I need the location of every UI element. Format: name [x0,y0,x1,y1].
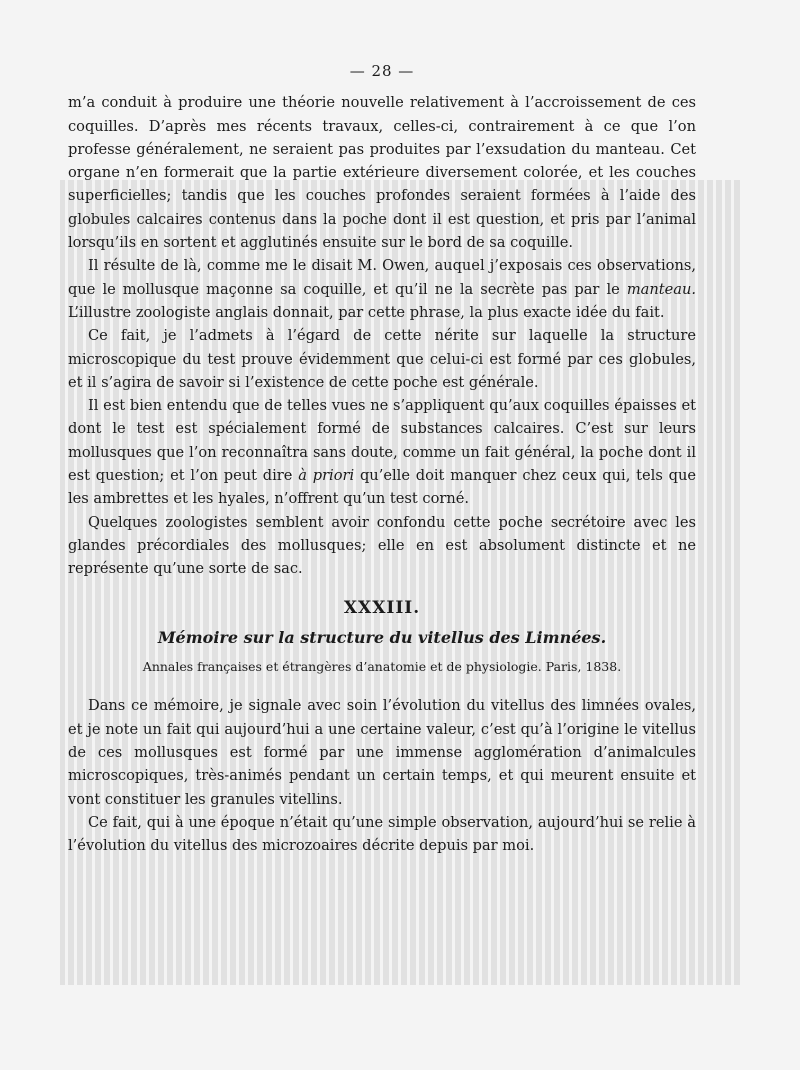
paragraph-observation: Ce fait, qui à une époque n’était qu’une simple observation, aujourd’hui se relie à l’évolution du vitellus des microzoaires décrite depuis par moi. [68,813,696,855]
paragraph-nerite: Ce fait, je l’admets à l’égard de cette nérite sur laquelle la structure microscopique du test prouve évidemment que celui-ci est formé par ces globules, et il s’agira de savoir si l’existence de cette poche est générale. [68,327,696,391]
paragraph-thick-shells [68,394,696,510]
section-citation: Annales françaises et étrangères d’anatomie et de physiologie. Paris, 1838. [142,659,622,675]
paragraph-theory: m’a conduit à produire une théorie nouvelle relativement à l’accroissement de ces coquilles. D’après mes récents travaux, celles-ci, contrairement à ce que l’on professe généralement, ne seraient pas produites par l’exsudation du manteau. Cet organe n’en formerait que la partie extérieure diversement colorée, et les couches superficielles; tandis que les couches profondes seraient formées à l’aide des globules calcaires contenus dans la poche dont il est question, et pris par l’animal lorsqu’ils en sortent et agglutinés ensuite sur le bord de sa coquille. [68,94,696,252]
paragraph-owen [68,254,696,324]
owen-text-italic: manteau. [626,280,696,298]
section-number: XXXIII. [343,597,421,618]
paragraph-memoire: Dans ce mémoire, je signale avec soin l’évolution du vitellus des limnées ovales, et je note un fait qui aujourd’hui a une certaine valeur, c’est qu’à l’origine le vitellus de ces mollusques est formé par une immense agglomération d’animalcules microscopiques, très-animés pendant un certain temps, et qui meurent ensuite et vont constituer les granules vitellins. [68,697,696,808]
text-block [68,60,696,858]
paragraph-zoologists: Quelques zoologistes semblent avoir confondu cette poche secrétoire avec les glandes précordiales des mollusques; elle en est absolument distincte et ne représente qu’une sorte de sac. [68,513,696,578]
section-title: Mémoire sur la structure du vitellus des Limnées. [157,627,607,647]
shells-text-after: qu’elle doit manquer chez ceux qui, tels que les ambrettes et les hyales, n’offrent qu’un test corné. [68,467,696,508]
shells-text-before: Il est bien entendu que de telles vues ne s’appliquent qu’aux coquilles épaisses et dont le test est spécialement formé de substances calcaires. C’est sur leurs mollusques que l’on reconnaîtra sans doute, comme un fait général, la poche dont il est question; et l’on peut dire [68,397,696,485]
page-number: — 28 — [349,62,415,80]
shells-text-italic: à priori [298,467,355,485]
owen-text-before: Il résulte de là, comme me le disait M. Owen, auquel j’exposais ces observations, que le mollusque maçonne sa coquille, et qu’il ne la secrète pas par le [68,257,696,298]
owen-text-after: L’illustre zoologiste anglais donnait, par cette phrase, la plus exacte idée du fait. [68,303,665,321]
